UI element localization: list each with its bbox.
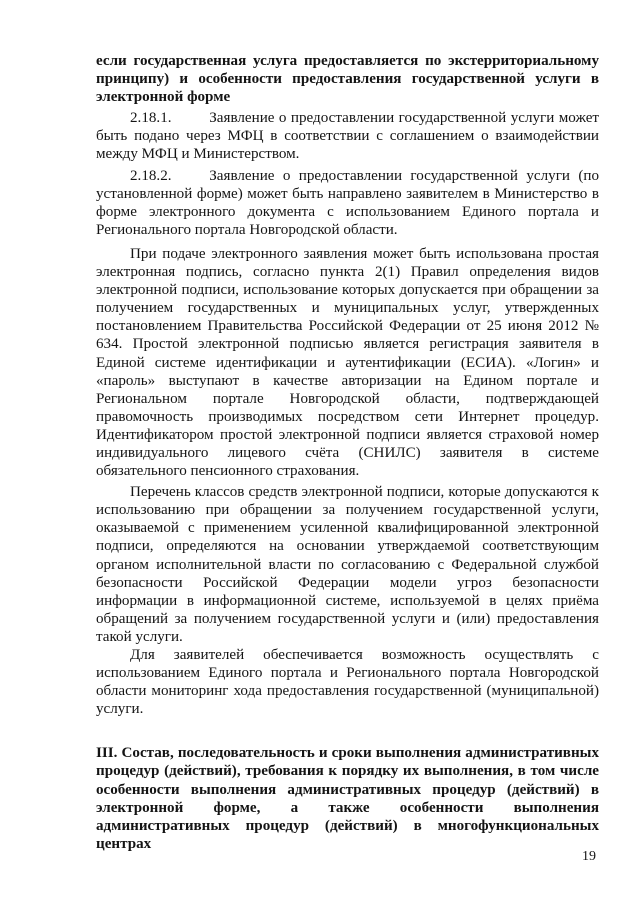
clause-text: Заявление о предоставлении государственной услуги может быть подано через МФЦ в соответствии с соглашением о взаимодействии между МФЦ и Министерством. <box>96 110 599 163</box>
clause-number: 2.18.1. <box>130 110 172 127</box>
paragraph-signature-classes: Перечень классов средств электронной подписи, которые допускаются к использованию при обращении за получением государственной услуги, оказываемой с применением усиленной квалифицированной электронной подписи, определяются на основании утверждаемой соответствующим органом исполнительной власти по согласованию с Федеральной службой безопасности Российской Федерации модели угроз безопасности информации в информационной системе, используемой в целях приёма обращений за получением государственной услуги и (или) предоставления такой услуги. <box>96 484 599 645</box>
clause-2-18-2 <box>96 167 599 239</box>
clause-2-18-1 <box>96 109 599 163</box>
page-number: 19 <box>582 849 596 864</box>
paragraph-simple-signature: При подаче электронного заявления может быть использована простая электронная подпись, согласно пункта 2(1) Правил определения видов электронной подписи, использование которых допускается при обращении за получением государственных и муниципальных услуг, утвержденных постановлением Правительства Российской Федерации от 25 июня 2012 № 634. Простой электронной подписью является регистрация заявителя в Единой системе идентификации и аутентификации (ЕСИА). «Логин» и «пароль» выступают в качестве авторизации на Едином портале и Региональном портале Новгородской области, подтверждающей правомочность производимых посредством сети Интернет процедур. Идентификатором простой электронной подписи является страховой номер индивидуального лицевого счёта (СНИЛС) заявителя в системе обязательного пенсионного страхования. <box>96 245 599 480</box>
clause-number: 2.18.2. <box>130 167 172 184</box>
heading-continuation: если государственная услуга предоставляется по экстерриториальному принципу) и особенности предоставления государственной услуги в электронной форме <box>96 53 599 106</box>
paragraph-monitoring: Для заявителей обеспечивается возможность осуществлять с использованием Единого портала и Регионального портала Новгородской области мониторинг хода предоставления государственной (муниципальной) услуги. <box>96 647 599 718</box>
clause-text: Заявление о предоставлении государственной услуги (по установленной форме) может быть направлено заявителем в Министерство в форме электронного документа с использованием Единого портала и Регионального портала Новгородской области. <box>96 167 599 238</box>
section-heading: III. Состав, последовательность и сроки выполнения административных процедур (действий), требования к порядку их выполнения, в том числе особенности выполнения административных процедур (действий) в электронной форме, а также особенности выполнения административных процедур (действий) в многофункциональных центрах <box>96 745 599 852</box>
